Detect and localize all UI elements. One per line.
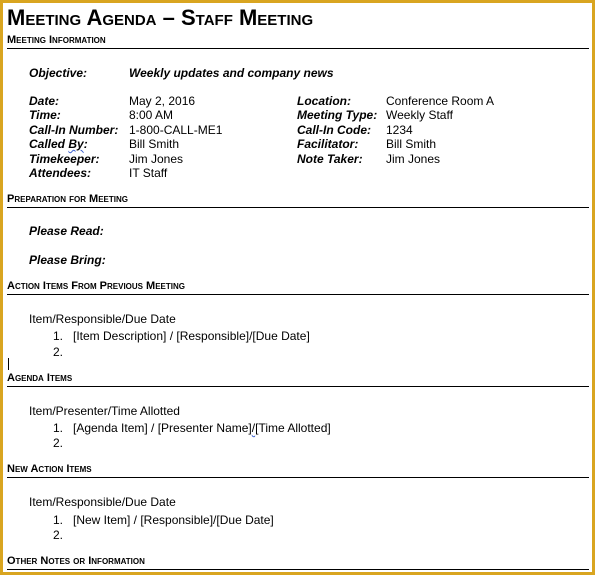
called-by-label-a: Called bbox=[29, 137, 69, 151]
objective-label: Objective: bbox=[29, 66, 88, 80]
section-other-notes: Other Notes or Information bbox=[7, 555, 589, 570]
time-label: Time: bbox=[29, 108, 61, 122]
timekeeper-label: Timekeeper: bbox=[29, 152, 100, 166]
attendees-label: Attendees: bbox=[29, 166, 92, 180]
date-value: May 2, 2016 bbox=[129, 94, 196, 108]
new-action-item-1-number: 1. bbox=[53, 513, 64, 527]
time-value: 8:00 AM bbox=[129, 108, 174, 122]
attendees-value: IT Staff bbox=[129, 166, 168, 180]
call-in-number-value: 1-800-CALL-ME1 bbox=[129, 123, 223, 137]
location-value: Conference Room A bbox=[386, 94, 495, 108]
agenda-item-1-b: / bbox=[251, 421, 256, 435]
action-prev-item-1: [Item Description] / [Responsible]/[Due Date] bbox=[73, 329, 310, 343]
called-by-label bbox=[29, 137, 88, 151]
please-bring-label: Please Bring: bbox=[29, 253, 106, 267]
document-title: Meeting Agenda – Staff Meeting bbox=[7, 5, 314, 30]
note-taker-value: Jim Jones bbox=[386, 152, 441, 166]
location-label: Location: bbox=[297, 94, 351, 108]
agenda-header: Item/Presenter/Time Allotted bbox=[29, 404, 180, 418]
section-agenda-items: Agenda Items bbox=[7, 372, 589, 387]
timekeeper-value: Jim Jones bbox=[129, 152, 184, 166]
new-action-item-1: [New Item] / [Responsible]/[Due Date] bbox=[73, 513, 274, 527]
action-prev-item-2-number: 2. bbox=[53, 345, 64, 359]
agenda-item-1 bbox=[73, 421, 331, 435]
agenda-item-2-number: 2. bbox=[53, 436, 64, 450]
agenda-item-1-c: [Time Allotted] bbox=[255, 421, 331, 435]
section-preparation: Preparation for Meeting bbox=[7, 193, 589, 208]
meeting-type-label: Meeting Type: bbox=[297, 108, 378, 122]
called-by-label-c: : bbox=[83, 137, 88, 151]
agenda-item-1-a: [Agenda Item] / [Presenter Name] bbox=[73, 421, 252, 435]
please-read-label: Please Read: bbox=[29, 224, 104, 238]
facilitator-label: Facilitator: bbox=[297, 137, 359, 151]
called-by-value: Bill Smith bbox=[129, 137, 180, 151]
new-action-header: Item/Responsible/Due Date bbox=[29, 495, 176, 509]
date-label: Date: bbox=[29, 94, 60, 108]
call-in-number-label: Call-In Number: bbox=[29, 123, 119, 137]
meeting-type-value: Weekly Staff bbox=[386, 108, 453, 122]
section-meeting-information: Meeting Information bbox=[7, 34, 589, 49]
call-in-code-label: Call-In Code: bbox=[297, 123, 371, 137]
objective-value: Weekly updates and company news bbox=[129, 66, 334, 80]
call-in-code-value: 1234 bbox=[386, 123, 413, 137]
agenda-item-1-number: 1. bbox=[53, 421, 64, 435]
action-prev-item-1-number: 1. bbox=[53, 329, 64, 343]
action-prev-header: Item/Responsible/Due Date bbox=[29, 312, 176, 326]
facilitator-value: Bill Smith bbox=[386, 137, 437, 151]
note-taker-label: Note Taker: bbox=[297, 152, 363, 166]
new-action-item-2-number: 2. bbox=[53, 528, 64, 542]
called-by-label-b: By bbox=[68, 137, 84, 151]
text-cursor bbox=[8, 358, 9, 370]
section-action-items-previous: Action Items From Previous Meeting bbox=[7, 280, 589, 295]
section-new-action-items: New Action Items bbox=[7, 463, 589, 478]
